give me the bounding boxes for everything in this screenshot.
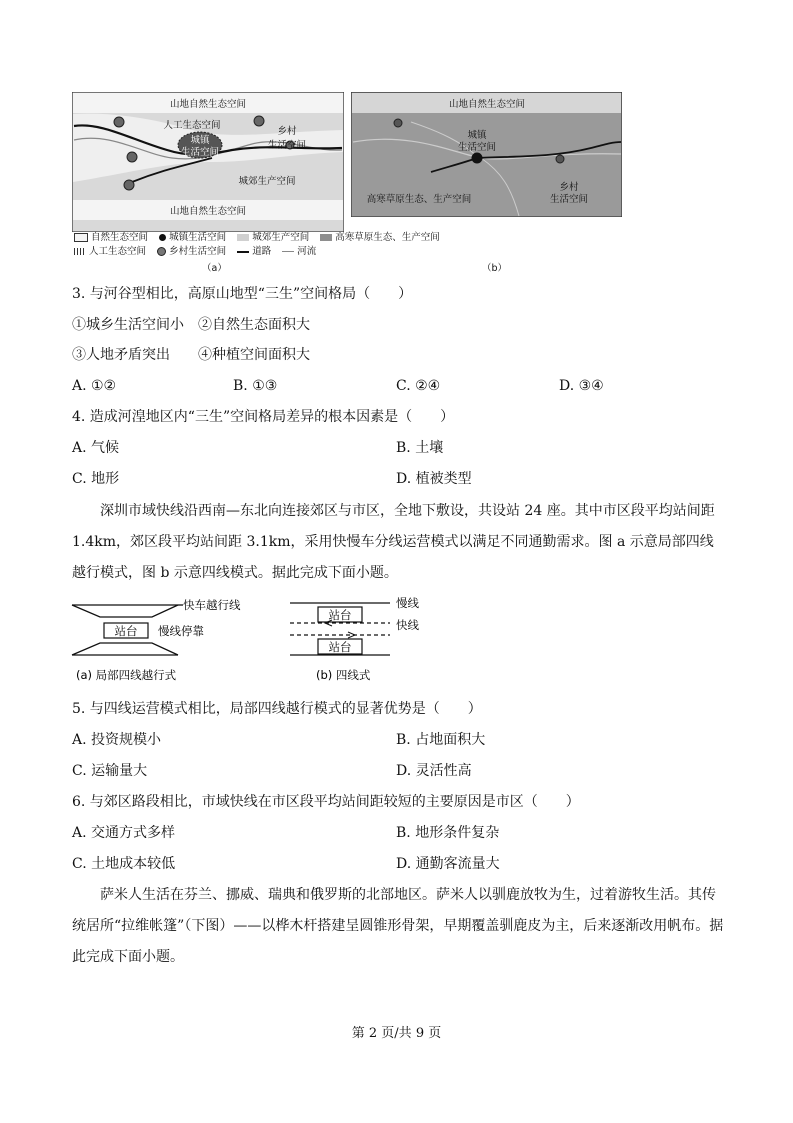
slow-stop-label: 慢线停靠 [158,624,204,638]
rail-diagram [70,593,440,688]
q3-option-b[interactable]: B. ①③ [233,378,278,394]
platform-b-bottom-label: 站台 [328,640,352,654]
map-b [351,92,622,217]
legend-label: 自然生态空间 [91,232,149,243]
legend-swatch-town [159,234,166,241]
village-dot [394,119,402,127]
slow-line-label: 慢线 [396,596,419,610]
legend-swatch-village [157,247,166,256]
town-dot [472,153,483,164]
map-b-town-label-1: 城镇 [467,130,487,141]
q3-option-c[interactable]: C. ②④ [396,378,441,394]
village-dot [114,117,124,127]
q5-stem: 5. 与四线运营模式相比，局部四线越行模式的显著优势是（ ） [72,701,482,717]
q3-item-2: ③人地矛盾突出 ④种植空间面积大 [72,347,310,363]
express-line-label: 快车越行线 [183,598,241,612]
passage-sami: 萨米人生活在芬兰、挪威、瑞典和俄罗斯的北部地区。萨米人以驯鹿放牧为生，过着游牧生活。其传统居所“拉维帐篷”（下图）——以桦木杆搭建呈圆锥形骨架，早期覆盖驯鹿皮为主，后来逐渐改用帆布。据此完成下面小题。 [72,887,724,965]
platform-a-label: 站台 [114,624,138,638]
legend-label: 人工生态空间 [89,246,147,257]
page-footer: 第 2 页/共 9 页 [351,1026,442,1041]
q6-option-b[interactable]: B. 地形条件复杂 [396,825,500,841]
map-b-village-label-1: 乡村 [559,182,579,193]
legend-label: 城郊生产空间 [252,232,310,243]
map-b-village-label-2: 生活空间 [549,194,589,205]
slow-line-top [72,605,178,617]
caption-b: (b) 四线式 [316,668,371,682]
legend-swatch-road [237,251,249,253]
q3-option-a[interactable]: A. ①② [72,378,117,394]
legend-swatch-grass [320,234,332,241]
q5-option-c[interactable]: C. 运输量大 [72,763,148,779]
q4-option-c[interactable]: C. 地形 [72,471,120,487]
q3-item-1: ①城乡生活空间小 ②自然生态面积大 [72,317,310,333]
legend-label: 城镇生活空间 [169,232,227,243]
village-dot [254,116,264,126]
map-b-town-label-2: 生活空间 [457,142,497,153]
legend-swatch-suburb [237,234,249,241]
legend-label: 乡村生活空间 [169,246,227,257]
legend-swatch-river [282,251,294,252]
slow-line-bottom [72,643,178,655]
map-a-town-label-2: 生活空间 [180,147,220,158]
legend-label: 高寒草原生态、生产空间 [335,232,440,243]
village-dot [124,180,134,190]
q6-stem: 6. 与郊区路段相比，市域快线在市区段平均站间距较短的主要原因是市区（ ） [72,794,580,810]
map-a-village-label-1: 乡村 [277,126,297,137]
q5-option-a[interactable]: A. 投资规模小 [72,732,162,748]
q6-option-c[interactable]: C. 土地成本较低 [72,856,176,872]
map-figure [72,92,624,272]
q5-option-b[interactable]: B. 占地面积大 [396,732,486,748]
map-a-bottom-label: 山地自然生态空间 [169,206,247,217]
village-dot [127,152,137,162]
map-a-suburb-label: 城郊生产空间 [238,176,296,187]
legend-label: 河流 [297,246,317,257]
q6-option-a[interactable]: A. 交通方式多样 [72,825,176,841]
map-a-top-label: 山地自然生态空间 [169,99,247,110]
legend-row-1 [74,229,440,243]
map-a-caption: （a） [202,263,227,274]
q4-option-a[interactable]: A. 气候 [72,440,120,456]
q3-stem: 3. 与河谷型相比，高原山地型“三生”空间格局（ ） [72,286,413,302]
caption-a: (a) 局部四线越行式 [76,668,177,682]
map-a-artificial-label: 人工生态空间 [163,120,221,131]
q4-stem: 4. 造成河湟地区内“三生”空间格局差异的根本因素是（ ） [72,409,455,425]
passage-shenzhen: 深圳市域快线沿西南—东北向连接郊区与市区，全地下敷设，共设站 24 座。其中市区段平均站间距 1.4km，郊区段平均站间距 3.1km，采用快慢车分线运营模式以满足不同通勤需求。图 a 示意局部四线越行模式，图 b 示意四线模式。据此完成下面小题。 [72,503,715,581]
q3-option-d[interactable]: D. ③④ [559,378,604,394]
fast-line-label: 快线 [396,618,419,632]
village-dot [556,155,564,163]
q6-option-d[interactable]: D. 通勤客流量大 [396,856,500,872]
map-b-caption: （b） [482,263,508,274]
map-b-top-label: 山地自然生态空间 [448,99,526,110]
q5-option-d[interactable]: D. 灵活性高 [396,763,472,779]
legend-swatch-artificial [74,248,86,255]
legend-label: 道路 [252,246,272,257]
map-a [72,92,344,232]
legend-swatch-natural [74,233,88,242]
map-b-grass-label: 高寒草原生态、生产空间 [366,194,472,205]
map-a-village-label-2: 生活空间 [267,140,307,151]
q4-option-b[interactable]: B. 土壤 [396,440,444,456]
platform-b-top-label: 站台 [328,608,352,622]
q4-option-d[interactable]: D. 植被类型 [396,471,472,487]
legend-row-2 [74,243,316,257]
map-a-town-label-1: 城镇 [190,135,210,146]
